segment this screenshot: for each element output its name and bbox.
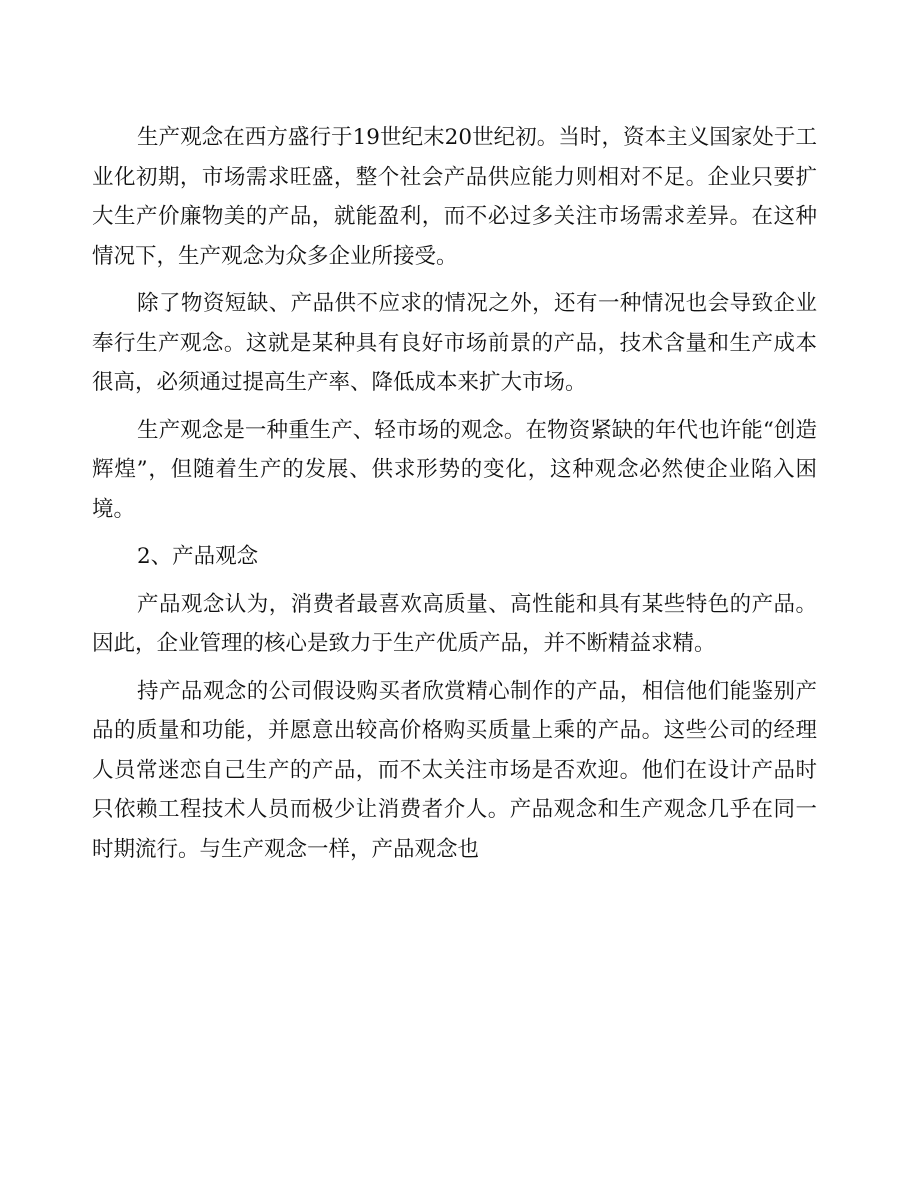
section-heading: 2、产品观念 — [137, 544, 259, 569]
paragraph-production-concept-summary: 生产观念是一种重生产、轻市场的观念。在物资紧缺的年代也许能“创造辉煌”，但随着生产的发展、供求形势的变化，这种观念必然使企业陷入困境。 — [92, 417, 817, 522]
paragraph-production-concept-reason: 除了物资短缺、产品供不应求的情况之外，还有一种情况也会导致企业奉行生产观念。这就是某种具有良好市场前景的产品，技术含量和生产成本很高，必须通过提高生产率、降低成本来扩大市场。 — [92, 291, 817, 395]
paragraph-product-concept-companies: 持产品观念的公司假设购买者欣赏精心制作的产品，相信他们能鉴别产品的质量和功能，并愿意出较高价格购买质量上乘的产品。这些公司的经理人员常迷恋自己生产的产品，而不太关注市场是否欢迎。他们在设计产品时只依赖工程技术人员而极少让消费者介人。产品观念和生产观念几乎在同一时期流行。与生产观念一样，产品观念也 — [92, 678, 817, 862]
paragraph-production-concept-history: 生产观念在西方盛行于19世纪末20世纪初。当时，资本主义国家处于工业化初期，市场需求旺盛，整个社会产品供应能力则相对不足。企业只要扩大生产价廉物美的产品，就能盈利，而不必过多关注市场需求差异。在这种情况下，生产观念为众多企业所接受。 — [92, 125, 817, 269]
paragraph-gap — [92, 664, 817, 672]
paragraph-gap — [92, 276, 817, 284]
paragraph-gap — [92, 529, 817, 537]
paragraph-gap — [92, 577, 817, 585]
document-page — [92, 118, 817, 869]
paragraph-product-concept-definition: 产品观念认为，消费者最喜欢高质量、高性能和具有某些特色的产品。因此，企业管理的核心是致力于生产优质产品，并不断精益求精。 — [92, 591, 817, 656]
paragraph-gap — [92, 403, 817, 411]
